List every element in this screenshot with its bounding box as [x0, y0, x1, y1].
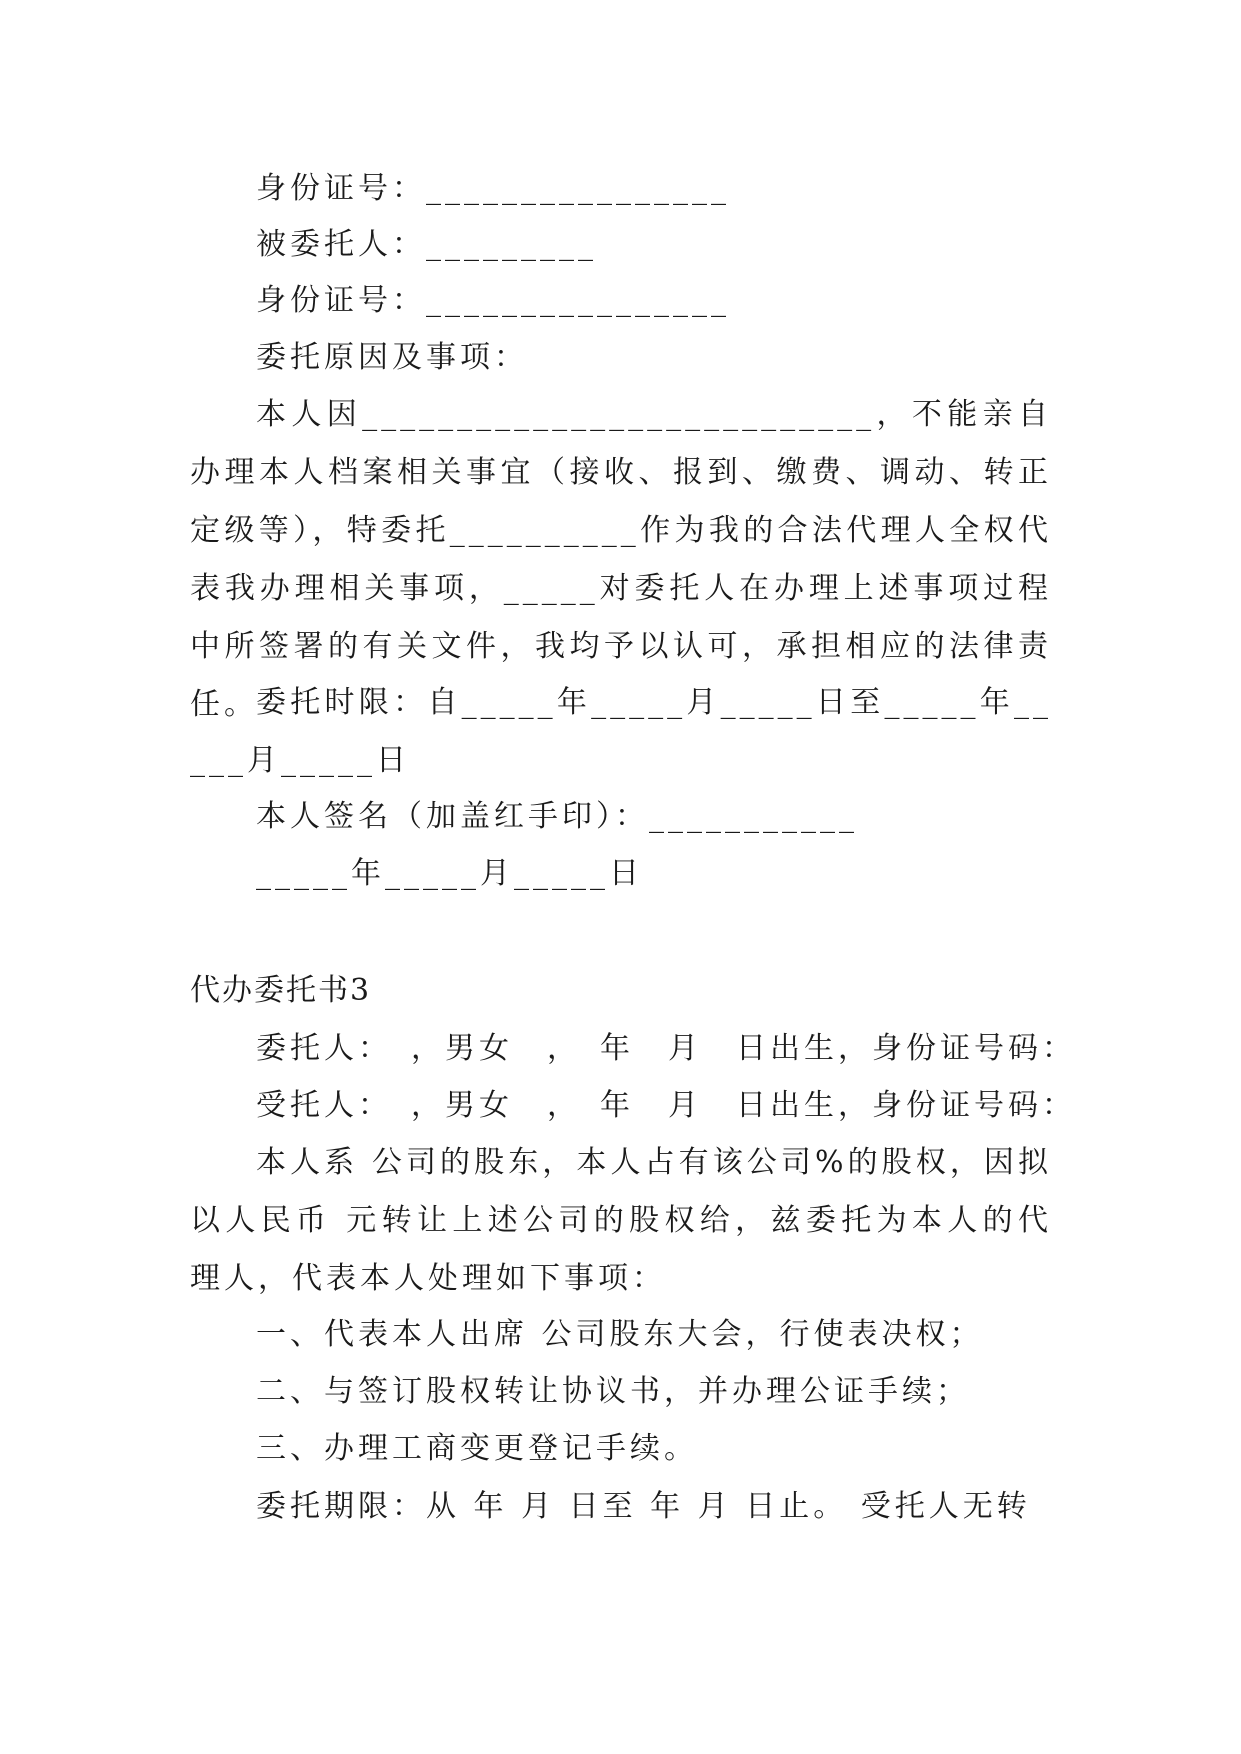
principal-line: 委托人： ，男女 ， 年 月 日出生，身份证号码： — [256, 1031, 1076, 1066]
list-item-3: 三、办理工商变更登记手续。 — [256, 1431, 698, 1466]
term-paragraph: 委托时限：自_____年_____月_____日至_____年_____月_____日 — [190, 685, 1052, 778]
date-line: _____年_____月_____日 — [256, 856, 643, 891]
id-number-line-2: 身份证号：________________ — [256, 283, 730, 318]
agent-line: 受托人： ，男女 ， 年 月 日出生，身份证号码： — [256, 1088, 1076, 1123]
reason-title: 委托原因及事项： — [256, 340, 528, 375]
intro-paragraph: 本人系 公司的股东，本人占有该公司%的股权，因拟以人民币 元转让上述公司的股权给，兹委托为本人的代理人，代表本人处理如下事项： — [190, 1145, 1052, 1296]
signature-line: 本人签名（加盖红手印）：___________ — [256, 799, 858, 834]
list-item-1: 一、代表本人出席 公司股东大会，行使表决权； — [256, 1317, 984, 1352]
trustee-line: 被委托人：_________ — [256, 227, 597, 262]
term-line: 委托期限：从 年 月 日至 年 月 日止。 受托人无转 — [256, 1489, 1031, 1524]
section-title: 代办委托书3 — [190, 973, 372, 1008]
reason-paragraph: 本人因___________________________，不能亲自办理本人档案相关事宜（接收、报到、缴费、调动、转正定级等），特委托__________作为我的合法代理人全权代表我办理相关事项，_____对委托人在办理上述事项过程中所签署的有关文件，我均予以认可，承担相应的法律责任。 — [190, 397, 1052, 722]
list-item-2: 二、与签订股权转让协议书，并办理公证手续； — [256, 1374, 970, 1409]
id-number-line-1: 身份证号：________________ — [256, 171, 730, 206]
